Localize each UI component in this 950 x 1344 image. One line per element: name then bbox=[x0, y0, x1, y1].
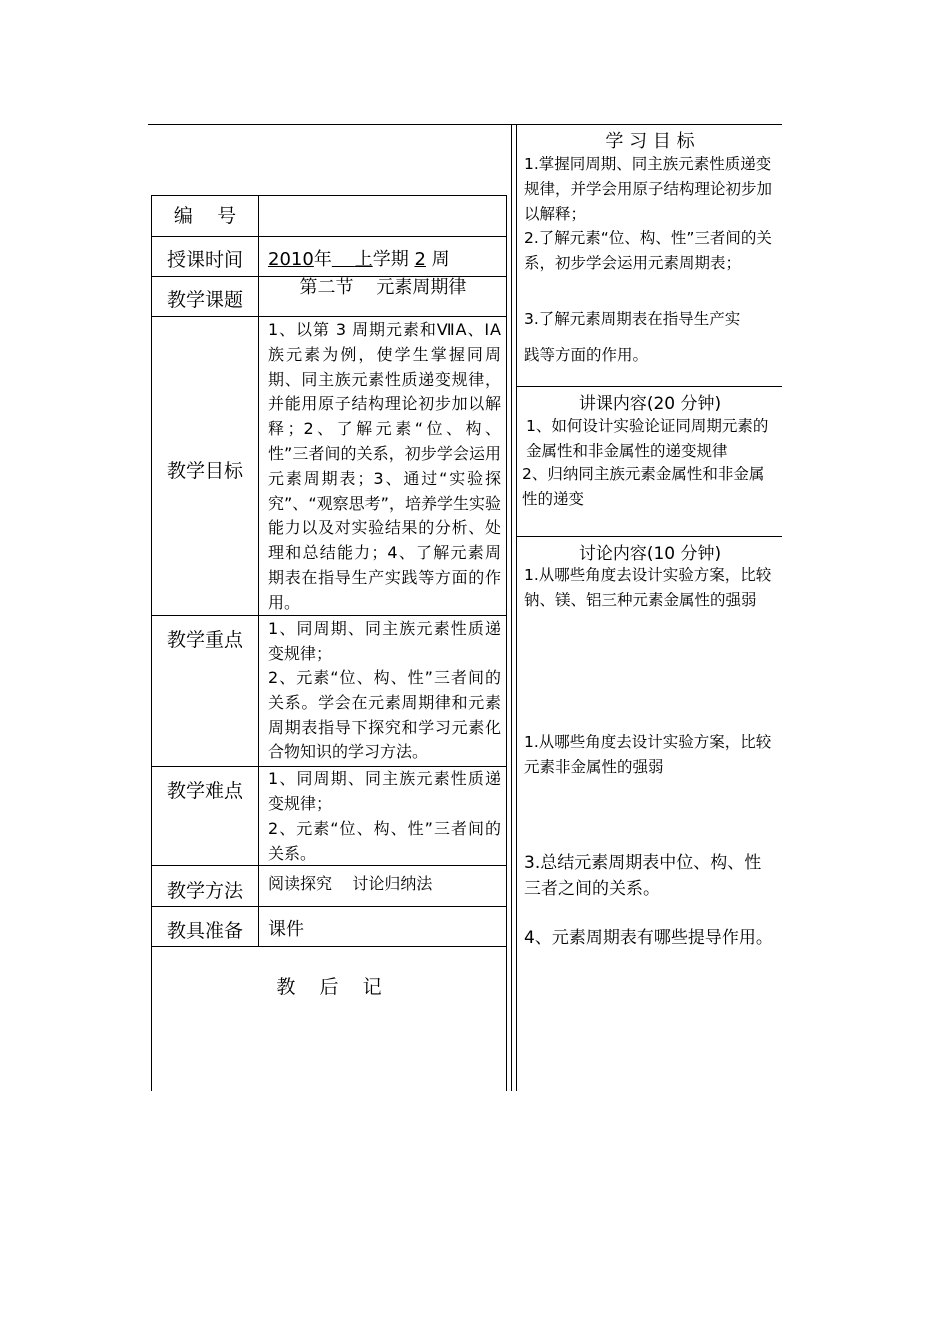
key-points-item: 1、同周期、同主族元素性质递变规律； bbox=[268, 619, 501, 663]
method-label: 教学方法 bbox=[166, 880, 243, 902]
learning-goal-item: 3.了解元素周期表在指导生产实 bbox=[524, 310, 741, 328]
discussion-item: 4、元素周期表有哪些提导作用。 bbox=[524, 928, 773, 948]
topic-label: 教学课题 bbox=[166, 289, 243, 311]
semester-unit: 学期 bbox=[372, 249, 409, 270]
row-line bbox=[151, 316, 507, 317]
discussion-item: 1.从哪些角度去设计实验方案，比较元素非金属性的强弱 bbox=[524, 733, 772, 776]
row-line bbox=[151, 906, 507, 907]
discussion-content-title: 讨论内容(10 分钟) bbox=[578, 544, 722, 564]
left-table-outer-right bbox=[506, 195, 507, 1091]
lecture-item: 2、归纳同主族元素金属性和非金属性的递变 bbox=[522, 465, 765, 508]
teaching-goals-label: 教学目标 bbox=[166, 460, 243, 482]
year-unit: 年 bbox=[313, 249, 332, 270]
week-value: 2 bbox=[414, 249, 426, 270]
learning-goal-item: 践等方面的作用。 bbox=[524, 346, 649, 364]
week-unit: 周 bbox=[431, 249, 450, 270]
discussion-item: 3.总结元素周期表中位、构、性三者之间的关系。 bbox=[524, 853, 762, 899]
difficulties-label: 教学难点 bbox=[166, 780, 243, 802]
method-value: 阅读探究 讨论归纳法 bbox=[268, 874, 433, 893]
row-line bbox=[151, 946, 507, 947]
right-section-line bbox=[516, 386, 782, 387]
row-line bbox=[151, 236, 507, 237]
lecture-item: 1、如何设计实验论证同周期元素的金属性和非金属性的递变规律 bbox=[526, 417, 769, 460]
learning-goal-item: 1.掌握同周期、同主族元素性质递变规律，并学会用原子结构理论初步加以解释； bbox=[524, 155, 773, 223]
class-time-label: 授课时间 bbox=[166, 249, 243, 271]
discussion-item: 1.从哪些角度去设计实验方案，比较钠、镁、铝三种元素金属性的强弱 bbox=[524, 566, 772, 609]
learning-goals-title: 学 习 目 标 bbox=[605, 131, 695, 152]
difficulties-item: 2、元素“位、构、性”三者间的关系。 bbox=[268, 819, 501, 863]
key-points-item: 2、元素“位、构、性”三者间的关系。学会在元素周期律和元素周期表指导下探究和学习元素化合物知识的学习方法。 bbox=[268, 668, 501, 762]
tools-label: 教具准备 bbox=[166, 920, 243, 942]
center-divider-left bbox=[511, 124, 512, 1091]
semester-value: 上 bbox=[354, 249, 373, 270]
semester-blank bbox=[332, 249, 355, 270]
class-time-value bbox=[268, 248, 501, 273]
year-value: 2010 bbox=[268, 249, 314, 270]
center-divider-right bbox=[516, 124, 517, 1091]
tools-value: 课件 bbox=[268, 919, 304, 940]
key-points-label: 教学重点 bbox=[166, 629, 243, 651]
after-class-notes-label: 教 后 记 bbox=[276, 976, 382, 998]
left-table-col-divider bbox=[258, 195, 259, 947]
difficulties-item: 1、同周期、同主族元素性质递变规律； bbox=[268, 769, 501, 813]
lecture-content-title: 讲课内容(20 分钟) bbox=[578, 394, 722, 414]
topic-value: 第二节 元素周期律 bbox=[299, 277, 467, 298]
right-section-line bbox=[516, 536, 782, 537]
learning-goal-item: 2.了解元素“位、构、性”三者间的关系，初步学会运用元素周期表； bbox=[524, 229, 772, 272]
teaching-goals-value: 1、以第 3 周期元素和ⅦA、ⅠA族元素为例，使学生掌握同周期、同主族元素性质递变规律，并能用原子结构理论初步加以解释；2、了解元素“位、构、性”三者间的关系，初步学会运用元素周期表；3、通过“实验探究”、“观察思考”，培养学生实验能力以及对实验结果的分析、处理和总结能力；4、了解元素周期表在指导生产实践等方面的作用。 bbox=[268, 320, 501, 612]
row-line bbox=[151, 195, 507, 196]
top-rule bbox=[148, 124, 782, 125]
number-label: 编 号 bbox=[173, 205, 237, 227]
